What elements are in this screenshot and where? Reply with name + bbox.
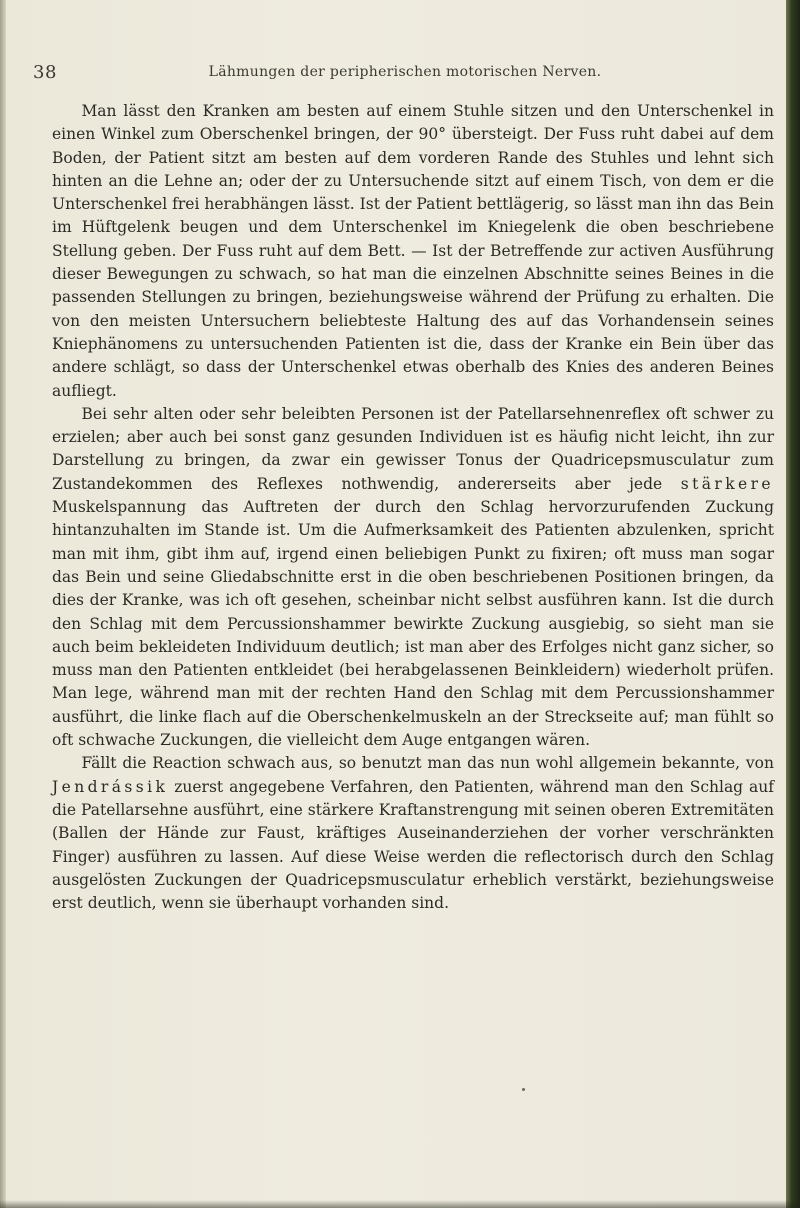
paragraph-3-part-2: zuerst angegebene Verfahren, den Patienten, während man den Schlag auf die Patellarsehne ausführt, eine stärkere Kraftanstrengung mit seinen oberen Extremitäten (Ballen der Hände zur Faust, kräftiges Auseinanderziehen der vorher verschränkten Finger) ausführen zu lassen. Auf diese Weise werden die reflectorisch durch den Schlag ausgelösten Zuckungen der Quadricepsmusculatur erheblich verstärkt, beziehungsweise erst deutlich, wenn sie überhaupt vorhanden sind. xyxy=(52,777,774,913)
spaced-author-name: Jendrássik xyxy=(52,777,169,796)
running-title: Lähmungen der peripherischen motorischen Nerven. xyxy=(208,64,602,80)
spaced-emphasis-word: stärkere xyxy=(680,474,774,493)
paragraph-3 xyxy=(52,752,774,915)
paragraph-1: Man lässt den Kranken am besten auf einem Stuhle sitzen und den Unterschenkel in einen Winkel zum Oberschenkel bringen, der 90° übersteigt. Der Fuss ruht dabei auf dem Boden, der Patient sitzt am besten auf dem vorderen Rande des Stuhles und lehnt sich hinten an die Lehne an; oder der zu Untersuchende sitzt auf einem Tisch, von dem er die Unterschenkel frei herabhängen lässt. Ist der Patient bettlägerig, so lässt man ihn das Bein im Hüftgelenk beugen und dem Unterschenkel im Kniegelenk die oben beschriebene Stellung geben. Der Fuss ruht auf dem Bett. — Ist der Betreffende zur activen Ausführung dieser Bewegungen zu schwach, so hat man die einzelnen Abschnitte seines Beines in die passenden Stellungen zu bringen, beziehungsweise während der Prüfung zu erhalten. Die von den meisten Untersuchern beliebteste Haltung des auf das Vorhandensein seines Kniephänomens zu untersuchenden Patienten ist die, dass der Kranke ein Bein über das andere schlägt, so dass der Unterschenkel etwas oberhalb des Knies des anderen Beines aufliegt. xyxy=(52,102,774,400)
page-left-edge xyxy=(0,0,6,1208)
paragraph-2-part-1: Bei sehr alten oder sehr beleibten Personen ist der Patellarsehnenreflex oft schwer zu erzielen; aber auch bei sonst ganz gesunden Individuen ist es häufig nicht leicht, ihn zur Darstellung zu bringen, da zwar ein gewisser Tonus der Quadricepsmusculatur zum Zustandekommen des Reflexes nothwendig, andererseits aber jede xyxy=(52,404,774,493)
running-head xyxy=(25,60,765,88)
paragraph-2 xyxy=(52,403,774,752)
page-bottom-shadow xyxy=(0,1200,800,1208)
body-text xyxy=(52,100,774,915)
paragraph-3-part-1: Fällt die Reaction schwach aus, so benutzt man das nun wohl allgemein bekannte, von xyxy=(81,754,774,773)
page-number: 38 xyxy=(33,62,57,83)
book-binding-edge xyxy=(786,0,800,1208)
paragraph-2-part-2: Muskelspannung das Auftreten der durch den Schlag hervorzurufenden Zuckung hintanzuhalten im Stande ist. Um die Aufmerksamkeit des Patienten abzulenken, spricht man mit ihm, gibt ihm auf, irgend einen beliebigen Punkt zu fixiren; oft muss man sogar das Bein und seine Gliedabschnitte erst in die oben beschriebenen Positionen bringen, da dies der Kranke, was ich oft gesehen, scheinbar nicht selbst ausführen kann. Ist die durch den Schlag mit dem Percussionshammer bewirkte Zuckung ausgiebig, so sieht man sie auch beim bekleideten Individuum deutlich; ist man aber des Erfolges nicht ganz sicher, so muss man den Patienten entkleidet (bei herabgelassenen Beinkleidern) wiederholt prüfen. Man lege, während man mit der rechten Hand den Schlag mit dem Percussionshammer ausführt, die linke flach auf die Oberschenkelmuskeln an der Streckseite auf; man fühlt so oft schwache Zuckungen, die vielleicht dem Auge entgangen wären. xyxy=(52,498,774,750)
ink-speck xyxy=(522,1088,525,1091)
